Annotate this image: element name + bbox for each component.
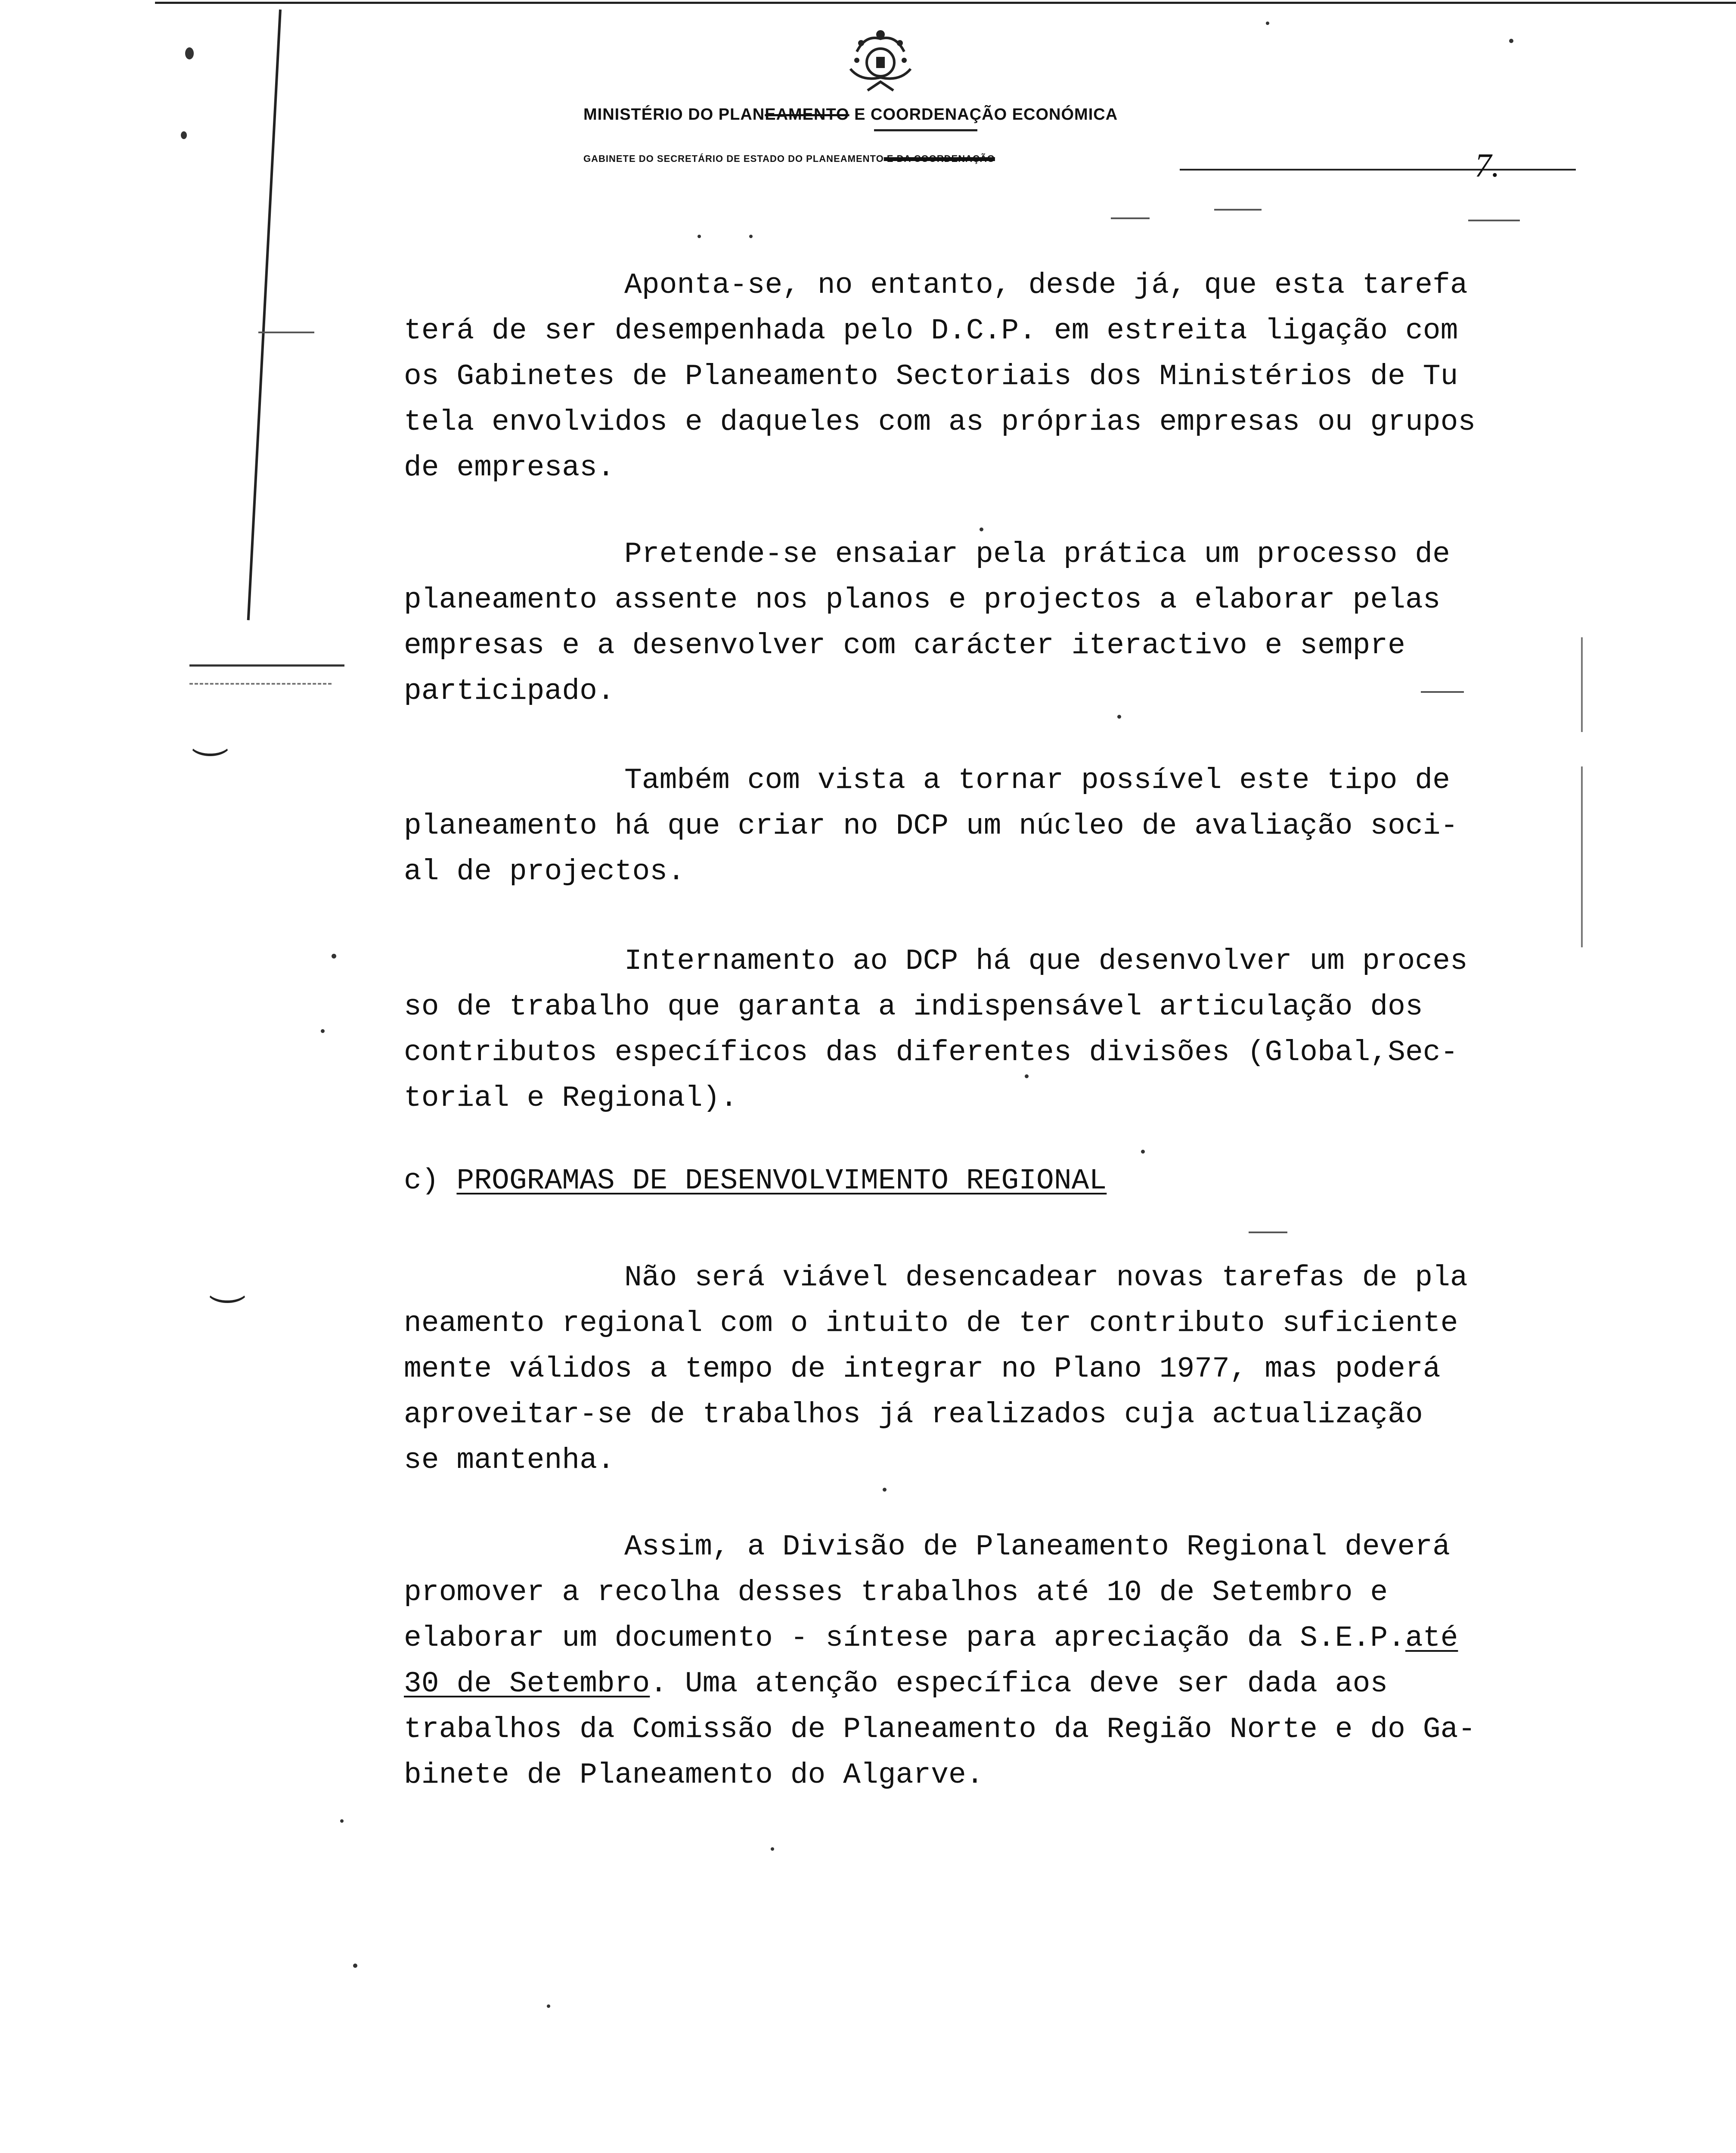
scan-speck bbox=[749, 235, 753, 238]
scan-speck bbox=[181, 131, 187, 139]
text-line bbox=[404, 1616, 1506, 1661]
text-line: de empresas. bbox=[404, 451, 615, 484]
text-line: planeamento assente nos planos e projectos a elaborar pelas bbox=[404, 583, 1441, 617]
underlined-date: até bbox=[1405, 1622, 1458, 1655]
text-line: torial e Regional). bbox=[404, 1082, 738, 1115]
letterhead-subtitle-struck: E DA COORDENAÇÃO bbox=[884, 153, 995, 164]
letterhead-subtitle bbox=[583, 153, 995, 164]
section-label: c) bbox=[404, 1164, 457, 1197]
text-line: trabalhos da Comissão de Planeamento da Região Norte e do Ga- bbox=[404, 1713, 1476, 1746]
paragraph bbox=[404, 1524, 1506, 1798]
paragraph bbox=[404, 939, 1506, 1121]
text-line: promover a recolha desses trabalhos até 10 de Setembro e bbox=[404, 1576, 1388, 1609]
section-title: PROGRAMAS DE DESENVOLVIMENTO REGIONAL bbox=[456, 1164, 1107, 1197]
scan-speck bbox=[1025, 1074, 1029, 1078]
text-line: aproveitar-se de trabalhos já realizados cuja actualização bbox=[404, 1398, 1423, 1431]
text-span: elaborar um documento - síntese para apreciação da S.E.P. bbox=[404, 1622, 1405, 1655]
letterhead-title bbox=[583, 105, 1118, 124]
text-line: planeamento há que criar no DCP um núcleo de avaliação soci- bbox=[404, 810, 1458, 843]
left-margin-line bbox=[247, 9, 282, 620]
text-line: se mantenha. bbox=[404, 1444, 615, 1477]
letterhead-rule bbox=[1180, 169, 1576, 171]
scan-speck bbox=[1509, 39, 1513, 43]
scan-speck bbox=[1266, 22, 1269, 25]
text-line bbox=[404, 1661, 1506, 1707]
scan-speck bbox=[1141, 1150, 1145, 1154]
scan-speck bbox=[980, 527, 983, 531]
text-line: contributos específicos das diferentes divisões (Global,Sec- bbox=[404, 1036, 1458, 1069]
page-number: 7. bbox=[1475, 146, 1500, 184]
section-heading bbox=[404, 1158, 1107, 1204]
text-line: Pretende-se ensaiar pela prática um processo de bbox=[624, 538, 1450, 571]
scan-dash bbox=[1214, 209, 1262, 211]
scan-dash bbox=[1249, 1232, 1287, 1233]
text-line: mente válidos a tempo de integrar no Plano 1977, mas poderá bbox=[404, 1353, 1441, 1386]
paragraph bbox=[404, 263, 1506, 491]
text-line: Assim, a Divisão de Planeamento Regional deverá bbox=[624, 1530, 1450, 1564]
letterhead-title-part: MINISTÉRIO DO PLAN bbox=[583, 105, 765, 124]
text-line: empresas e a desenvolver com carácter iteractivo e sempre bbox=[404, 629, 1405, 662]
paragraph bbox=[404, 758, 1506, 895]
text-line: binete de Planeamento do Algarve. bbox=[404, 1759, 984, 1792]
text-line: Internamento ao DCP há que desenvolver um proces bbox=[624, 945, 1468, 978]
scan-speck bbox=[883, 1488, 887, 1492]
right-edge-mark bbox=[1581, 766, 1583, 947]
margin-curve-mark bbox=[189, 732, 231, 756]
text-line: os Gabinetes de Planeamento Sectoriais dos Ministérios de Tu bbox=[404, 360, 1458, 393]
scan-speck bbox=[353, 1964, 357, 1968]
underlined-date: 30 de Setembro bbox=[404, 1667, 650, 1700]
paragraph bbox=[404, 1255, 1506, 1483]
text-span: . Uma atenção específica deve ser dada aos bbox=[650, 1667, 1388, 1700]
scan-speck bbox=[1117, 715, 1121, 719]
letterhead-title-struck: EAMENTO bbox=[765, 105, 849, 124]
scan-speck bbox=[698, 235, 701, 238]
scan-speck bbox=[340, 1819, 344, 1823]
left-margin-rule bbox=[189, 664, 344, 667]
letterhead-title-part: E COORDENAÇÃO ECONÓMICA bbox=[849, 105, 1118, 124]
text-line: Aponta-se, no entanto, desde já, que esta tarefa bbox=[624, 269, 1468, 302]
scan-speck bbox=[771, 1847, 774, 1851]
scan-speck bbox=[332, 954, 336, 959]
right-edge-mark bbox=[1581, 637, 1583, 732]
scan-speck bbox=[185, 47, 194, 59]
scan-dash bbox=[1468, 220, 1520, 221]
scan-speck bbox=[547, 2004, 550, 2008]
text-line: tela envolvidos e daqueles com as próprias empresas ou grupos bbox=[404, 406, 1476, 439]
letterhead-subtitle-text: GABINETE DO SECRETÁRIO DE ESTADO DO PLANEAMENTO bbox=[583, 153, 884, 164]
left-margin-dash bbox=[189, 683, 332, 685]
coat-of-arms-icon bbox=[831, 26, 930, 99]
margin-curve-mark bbox=[207, 1279, 248, 1303]
top-border-rule bbox=[155, 2, 1736, 4]
text-line: terá de ser desempenhada pelo D.C.P. em estreita ligação com bbox=[404, 314, 1458, 347]
letterhead-separator bbox=[874, 129, 977, 131]
text-line: Também com vista a tornar possível este tipo de bbox=[624, 764, 1450, 797]
scan-speck bbox=[321, 1029, 325, 1033]
text-line: al de projectos. bbox=[404, 855, 685, 888]
text-line: participado. bbox=[404, 675, 615, 708]
scan-dash bbox=[258, 332, 314, 333]
text-line: Não será viável desencadear novas tarefas de pla bbox=[624, 1261, 1468, 1294]
text-line: neamento regional com o intuito de ter contributo suficiente bbox=[404, 1307, 1458, 1340]
scan-dash bbox=[1111, 217, 1150, 219]
scan-dash bbox=[1421, 691, 1464, 693]
text-line: so de trabalho que garanta a indispensável articulação dos bbox=[404, 990, 1423, 1024]
paragraph bbox=[404, 532, 1506, 714]
